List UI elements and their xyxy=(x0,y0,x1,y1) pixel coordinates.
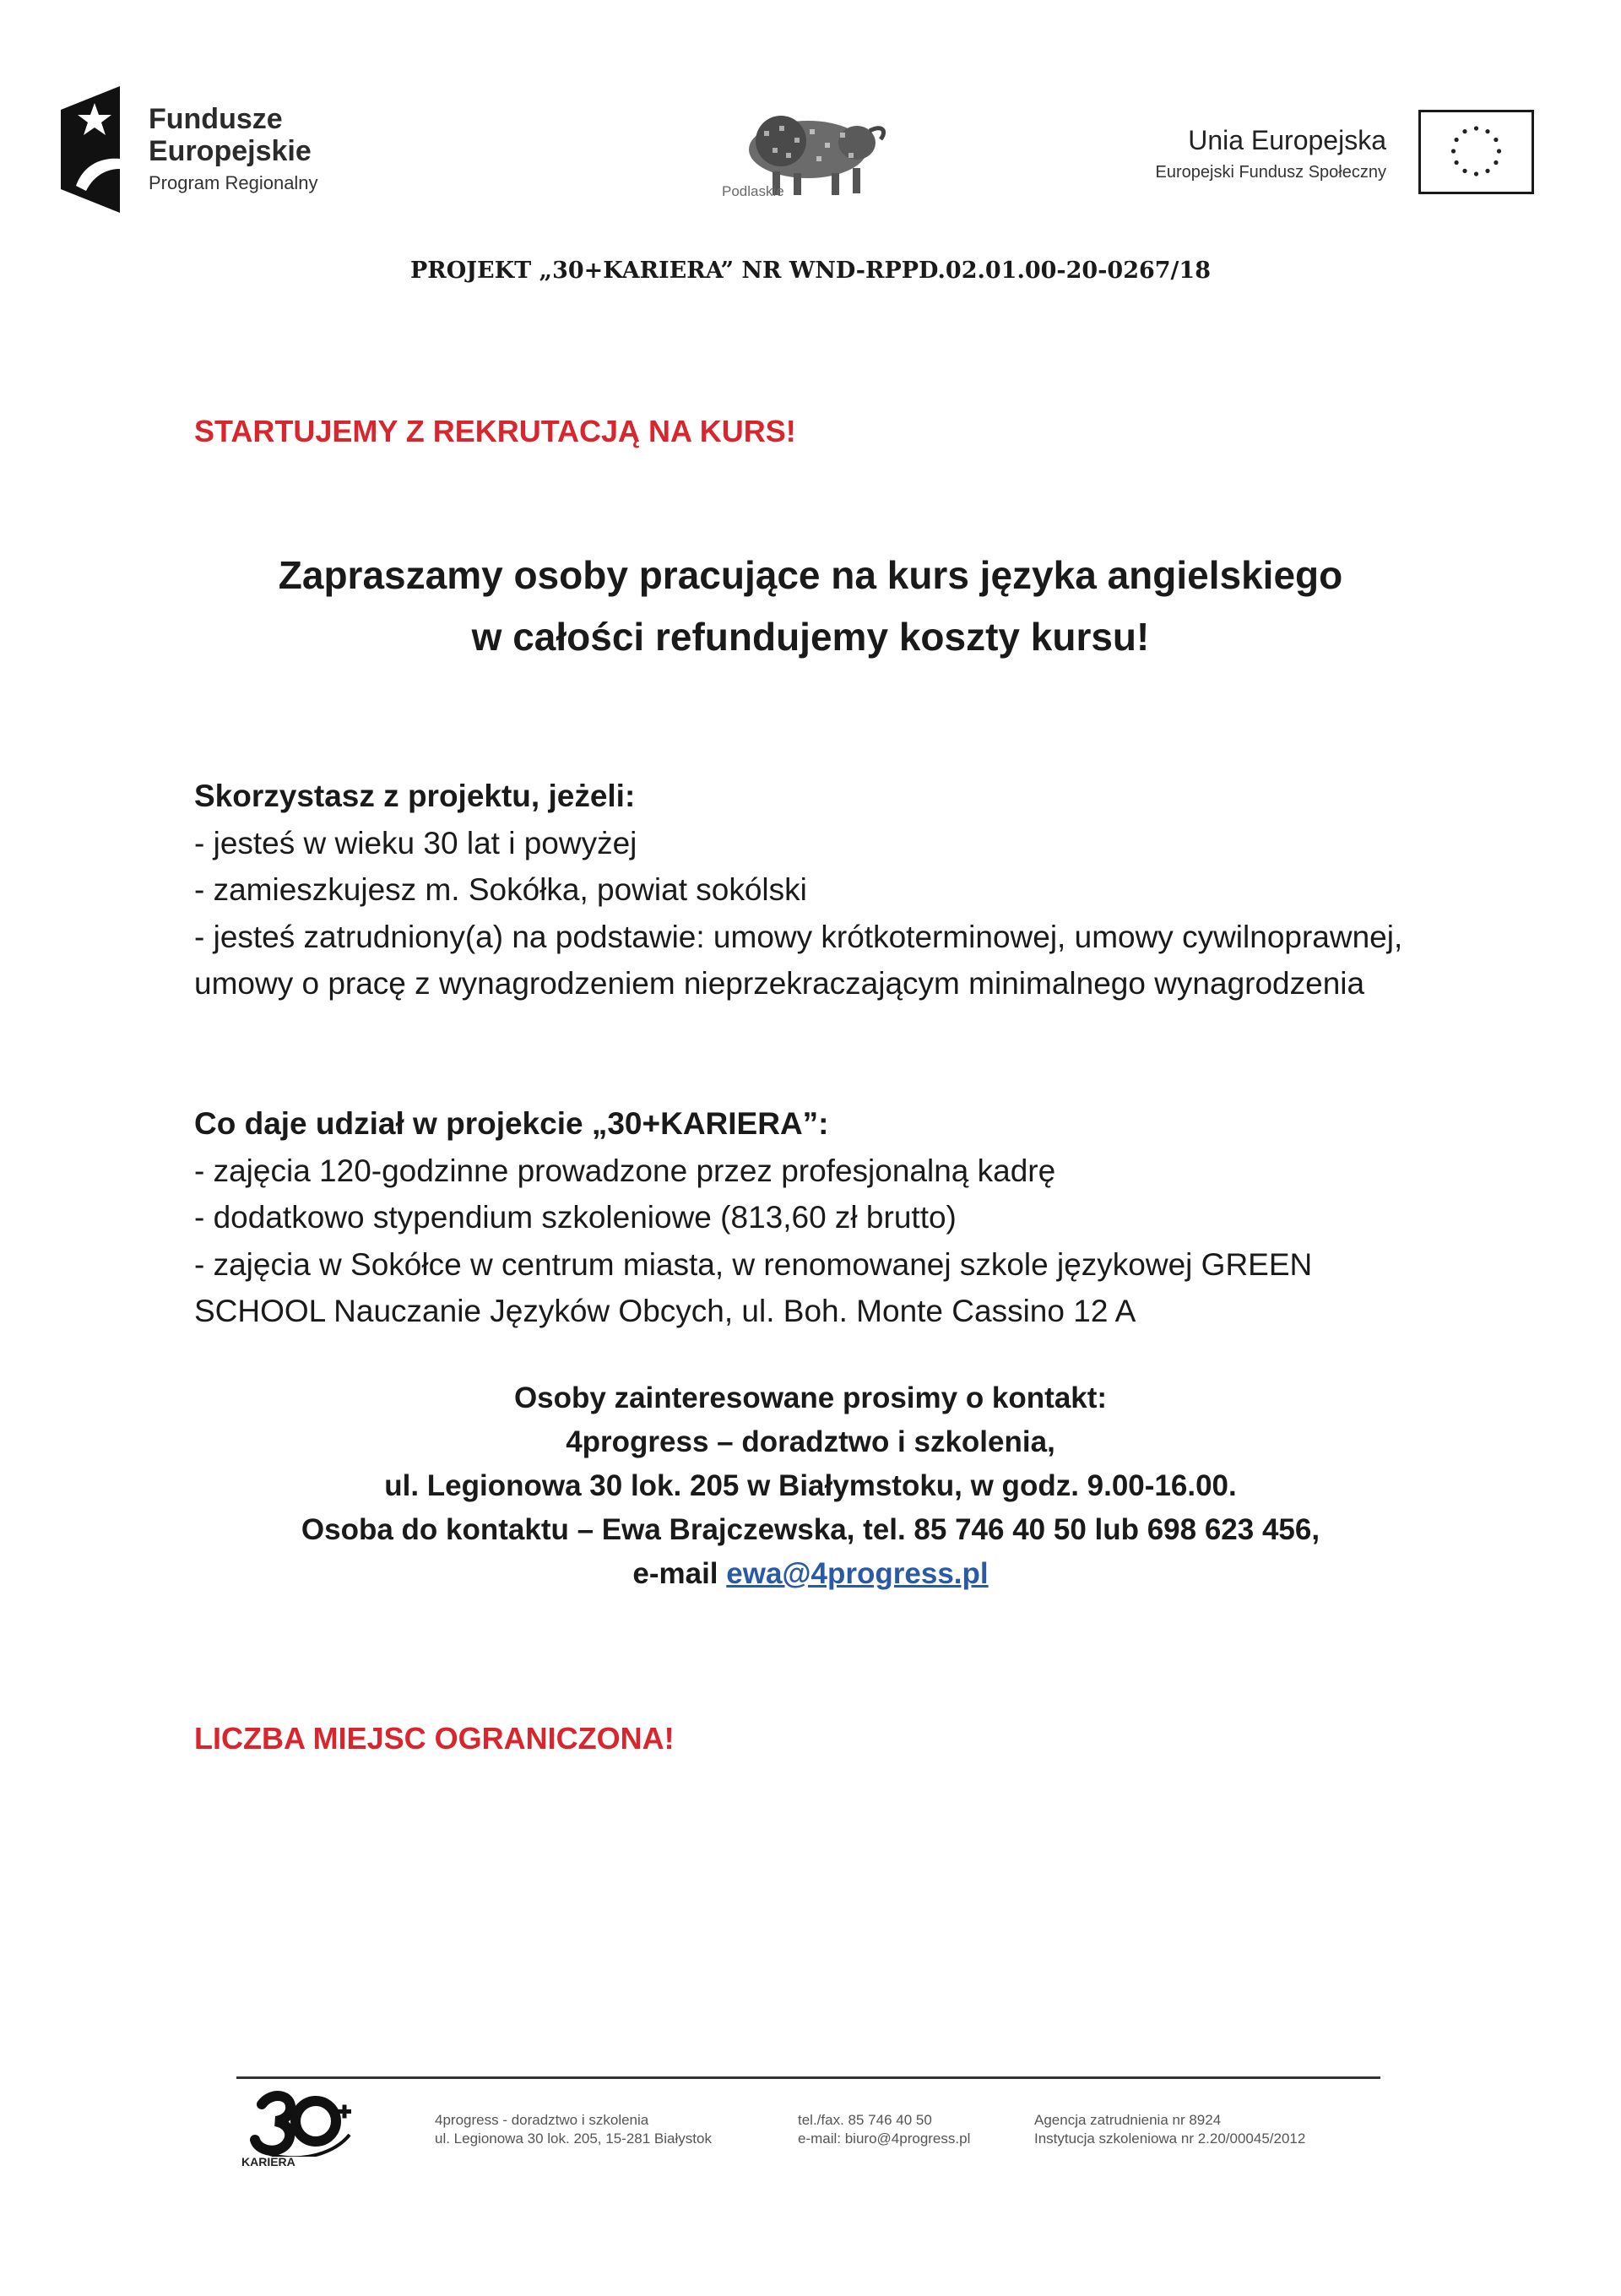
project-number: PROJEKT „30+KARIERA” NR WND-RPPD.02.01.00-20-0267/18 xyxy=(409,258,1211,284)
podlaskie-logo xyxy=(713,106,895,207)
footer-text: tel./fax. 85 746 40 50 xyxy=(798,2112,932,2128)
footer-divider xyxy=(236,2076,1380,2079)
contact-block xyxy=(0,1376,1621,1596)
eligibility-heading: Skorzystasz z projektu, jeżeli: xyxy=(194,779,636,813)
email-link[interactable]: ewa@4progress.pl xyxy=(726,1557,989,1590)
intro-line1: Zapraszamy osoby pracujące na kurs języka angielskiego xyxy=(278,553,1343,597)
eligibility-item: - jesteś zatrudniony(a) na podstawie: umowy krótkoterminowej, umowy cywilnoprawnej, umowy o pracę z wynagrodzeniem nieprzekraczającym minimalnego wynagrodzenia xyxy=(194,919,1403,1001)
eligibility-section xyxy=(194,773,1444,1007)
fe-logo-line2: Europejskie xyxy=(149,135,312,167)
unia-europejska-logo-text xyxy=(1156,127,1386,181)
fe-logo-line3: Program Regionalny xyxy=(149,172,318,193)
ue-logo-line2: Europejski Fundusz Społeczny xyxy=(1155,163,1386,182)
ue-logo-line1: Unia Europejska xyxy=(1188,125,1386,155)
footer-contact-info xyxy=(798,2111,970,2148)
fundusze-europejskie-logo xyxy=(61,86,339,213)
footer-text: e-mail: biuro@4progress.pl xyxy=(798,2130,971,2147)
contact-line1: Osoby zainteresowane prosimy o kontakt: xyxy=(513,1381,1108,1414)
footer-text: 4progress - doradztwo i szkolenia xyxy=(435,2112,649,2128)
contact-line2: 4progress – doradztwo i szkolenia, xyxy=(566,1425,1055,1458)
email-prefix: e-mail xyxy=(632,1557,718,1590)
fundusze-europejskie-star-icon xyxy=(61,86,138,213)
kariera-logo-label: KARIERA xyxy=(241,2155,295,2168)
footer-registration-info xyxy=(1034,2111,1305,2148)
benefits-item: - zajęcia 120-godzinne prowadzone przez profesjonalną kadrę xyxy=(194,1153,1056,1188)
kariera-30-plus-icon xyxy=(238,2086,365,2157)
podlaskie-label: Podlaskie xyxy=(722,183,784,199)
footer-text: Instytucja szkoleniowa nr 2.20/00045/2012 xyxy=(1034,2130,1306,2147)
kariera-logo xyxy=(238,2086,365,2179)
contact-line4: Osoba do kontaktu – Ewa Brajczewska, tel. 85 746 40 50 lub 698 623 456, xyxy=(301,1513,1320,1546)
limited-places-notice: LICZBA MIEJSC OGRANICZONA! xyxy=(194,1721,675,1756)
footer-company-info xyxy=(435,2111,712,2148)
fe-logo-line1: Fundusze xyxy=(149,103,283,135)
benefits-heading: Co daje udział w projekcie „30+KARIERA”: xyxy=(194,1106,829,1141)
eligibility-item: - jesteś w wieku 30 lat i powyżej xyxy=(194,825,637,860)
eligibility-item: - zamieszkujesz m. Sokółka, powiat sokólski xyxy=(194,872,807,907)
contact-line3: ul. Legionowa 30 lok. 205 w Białymstoku, w godz. 9.00-16.00. xyxy=(384,1469,1237,1502)
eu-flag-icon xyxy=(1418,110,1534,194)
footer-text: ul. Legionowa 30 lok. 205, 15-281 Białystok xyxy=(435,2130,712,2147)
footer-text: Agencja zatrudnienia nr 8924 xyxy=(1034,2112,1222,2128)
intro-line2: w całości refundujemy koszty kursu! xyxy=(471,615,1150,659)
benefits-item: - dodatkowo stypendium szkoleniowe (813,60 zł brutto) xyxy=(194,1200,957,1235)
intro-text xyxy=(0,545,1621,668)
contact-email-line xyxy=(0,1552,1621,1596)
recruitment-heading: STARTUJEMY Z REKRUTACJĄ NA KURS! xyxy=(194,414,796,448)
benefits-section xyxy=(194,1100,1444,1335)
benefits-item: - zajęcia w Sokółce w centrum miasta, w renomowanej szkole językowej GREEN SCHOOL Nauczanie Języków Obcych, ul. Boh. Monte Cassino 12 A xyxy=(194,1246,1313,1328)
